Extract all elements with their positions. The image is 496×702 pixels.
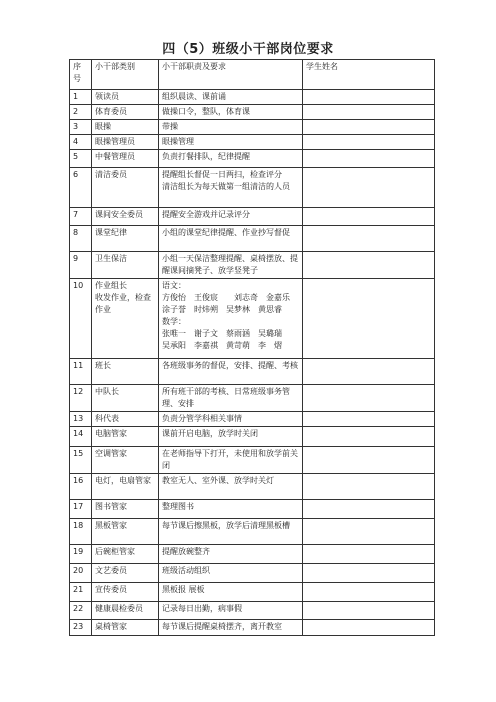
duty-description: 班级活动组织 xyxy=(159,564,303,583)
student-name xyxy=(303,105,435,120)
table-row xyxy=(70,90,435,105)
header-cadre-type: 小干部类别 xyxy=(92,60,159,90)
duty-description: 每节课后提醒桌椅摆齐，离开教室 xyxy=(159,620,303,636)
student-name xyxy=(303,385,435,412)
student-name xyxy=(303,620,435,636)
row-number: 6 xyxy=(70,168,92,208)
student-name xyxy=(303,120,435,135)
cadre-duty-table xyxy=(69,59,435,636)
duty-description: 课前开启电脑，放学时关闭 xyxy=(159,427,303,447)
table-row xyxy=(70,447,435,474)
row-number: 1 xyxy=(70,90,92,105)
page-title: 四（5）班级小干部岗位要求 xyxy=(162,42,334,57)
duty-description: 在老师指导下打开，未使用和放学前关闭 xyxy=(159,447,303,474)
row-number: 18 xyxy=(70,519,92,545)
row-number: 23 xyxy=(70,620,92,636)
cadre-type: 健康晨检委员 xyxy=(92,602,159,620)
table-row xyxy=(70,545,435,564)
duty-description: 记录每日出勤，病事假 xyxy=(159,602,303,620)
cadre-type: 图书管家 xyxy=(92,500,159,519)
table-row xyxy=(70,427,435,447)
student-name xyxy=(303,519,435,545)
table-row xyxy=(70,519,435,545)
table-row xyxy=(70,359,435,385)
row-number: 3 xyxy=(70,120,92,135)
row-number: 20 xyxy=(70,564,92,583)
table-row xyxy=(70,474,435,500)
cadre-type: 科代表 xyxy=(92,412,159,427)
student-name xyxy=(303,474,435,500)
cadre-type: 黑板管家 xyxy=(92,519,159,545)
table-row xyxy=(70,252,435,279)
cadre-type: 中餐管理员 xyxy=(92,150,159,168)
duty-description: 提醒组长督促一日两扫，检查评分 清洁组长为每天做第一组清洁的人员 xyxy=(159,168,303,208)
duty-description: 整理图书 xyxy=(159,500,303,519)
row-number: 8 xyxy=(70,226,92,252)
duty-description: 各班级事务的督促，安排、提醒、考核 xyxy=(159,359,303,385)
row-number: 17 xyxy=(70,500,92,519)
duty-description: 所有班干部的考核、日常班级事务管理、安排 xyxy=(159,385,303,412)
table-row xyxy=(70,120,435,135)
student-name xyxy=(303,447,435,474)
header-duty: 小干部职责及要求 xyxy=(159,60,303,90)
student-name xyxy=(303,168,435,208)
cadre-type: 作业组长 收发作业，检查作业 xyxy=(92,279,159,359)
cadre-type: 宣传委员 xyxy=(92,583,159,602)
cadre-type: 电灯，电扇管家 xyxy=(92,474,159,500)
duty-description: 负责分管学科相关事情 xyxy=(159,412,303,427)
student-name xyxy=(303,583,435,602)
cadre-type: 清洁委员 xyxy=(92,168,159,208)
cadre-type: 中队长 xyxy=(92,385,159,412)
row-number: 21 xyxy=(70,583,92,602)
cadre-type: 文艺委员 xyxy=(92,564,159,583)
cadre-type: 空调管家 xyxy=(92,447,159,474)
duty-description: 负责打餐排队，纪律提醒 xyxy=(159,150,303,168)
table-body xyxy=(70,90,435,636)
duty-description: 做操口令，整队，体育课 xyxy=(159,105,303,120)
table-header-row xyxy=(70,60,435,90)
table-row xyxy=(70,150,435,168)
student-name xyxy=(303,279,435,359)
table-row xyxy=(70,385,435,412)
row-number: 13 xyxy=(70,412,92,427)
cadre-type: 眼操管理员 xyxy=(92,135,159,150)
duty-description: 每节课后擦黑板，放学后清理黑板槽 xyxy=(159,519,303,545)
duty-description: 眼操管理 xyxy=(159,135,303,150)
student-name xyxy=(303,602,435,620)
table-row xyxy=(70,620,435,636)
row-number: 19 xyxy=(70,545,92,564)
table-row xyxy=(70,602,435,620)
cadre-type: 桌椅管家 xyxy=(92,620,159,636)
duty-description: 带操 xyxy=(159,120,303,135)
table-row xyxy=(70,412,435,427)
table-row xyxy=(70,500,435,519)
row-number: 14 xyxy=(70,427,92,447)
cadre-type: 领读员 xyxy=(92,90,159,105)
cadre-type: 后碗柜管家 xyxy=(92,545,159,564)
row-number: 7 xyxy=(70,208,92,226)
student-name xyxy=(303,208,435,226)
row-number: 11 xyxy=(70,359,92,385)
student-name xyxy=(303,500,435,519)
duty-description: 提醒放碗整齐 xyxy=(159,545,303,564)
duty-description: 组织晨读、课前诵 xyxy=(159,90,303,105)
table-row xyxy=(70,564,435,583)
row-number: 5 xyxy=(70,150,92,168)
table-row xyxy=(70,208,435,226)
cadre-type: 班长 xyxy=(92,359,159,385)
student-name xyxy=(303,427,435,447)
cadre-type: 课堂纪律 xyxy=(92,226,159,252)
duty-description: 语文： 方俊怡 王俊宸 刘志奇 金嘉乐 涂子誉 时炜朔 吴梦林 黄思睿 数学： 张唯一 谢子文 蔡雨涵 吴璐瑞 吴承阳 李嘉祺 黄苛萌 李 熠 xyxy=(159,279,303,359)
row-number: 10 xyxy=(70,279,92,359)
header-student-name: 学生姓名 xyxy=(303,60,435,90)
row-number: 12 xyxy=(70,385,92,412)
row-number: 22 xyxy=(70,602,92,620)
cadre-type: 课间安全委员 xyxy=(92,208,159,226)
student-name xyxy=(303,226,435,252)
student-name xyxy=(303,150,435,168)
duty-description: 小组的课堂纪律提醒、作业抄写督促 xyxy=(159,226,303,252)
cadre-type: 卫生保洁 xyxy=(92,252,159,279)
table-row xyxy=(70,583,435,602)
row-number: 4 xyxy=(70,135,92,150)
header-number: 序 号 xyxy=(70,60,92,90)
student-name xyxy=(303,359,435,385)
row-number: 15 xyxy=(70,447,92,474)
row-number: 9 xyxy=(70,252,92,279)
cadre-type: 电脑管家 xyxy=(92,427,159,447)
cadre-type: 体育委员 xyxy=(92,105,159,120)
duty-description: 小组一天保洁整理提醒、桌椅摆放、提醒课间摘凳子、放学竖凳子 xyxy=(159,252,303,279)
student-name xyxy=(303,135,435,150)
table-row xyxy=(70,279,435,359)
table-row xyxy=(70,135,435,150)
table-row xyxy=(70,105,435,120)
duty-description: 黑板报 展板 xyxy=(159,583,303,602)
duty-description: 提醒安全游戏并记录评分 xyxy=(159,208,303,226)
table-row xyxy=(70,168,435,208)
student-name xyxy=(303,564,435,583)
row-number: 16 xyxy=(70,474,92,500)
student-name xyxy=(303,545,435,564)
duty-description: 教室无人、室外课、放学时关灯 xyxy=(159,474,303,500)
student-name xyxy=(303,90,435,105)
row-number: 2 xyxy=(70,105,92,120)
cadre-type: 眼操 xyxy=(92,120,159,135)
student-name xyxy=(303,252,435,279)
student-name xyxy=(303,412,435,427)
table-row xyxy=(70,226,435,252)
